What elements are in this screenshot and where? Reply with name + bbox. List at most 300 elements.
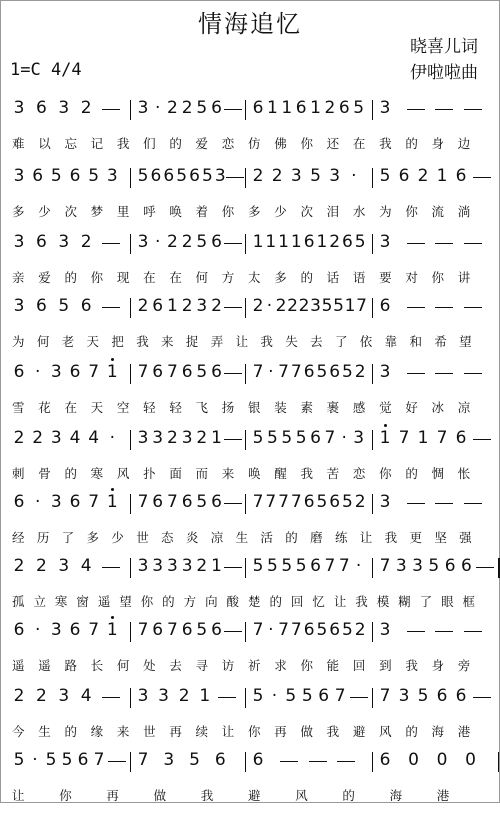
extension-dash xyxy=(476,567,494,568)
bar-line xyxy=(372,622,373,642)
note: 1 xyxy=(436,166,448,186)
extension-dash xyxy=(473,439,491,440)
lyric-char: 扬 xyxy=(221,400,235,415)
lyric-char: 淌 xyxy=(457,204,471,219)
music-system xyxy=(0,556,500,628)
lyric-char: 凉 xyxy=(457,400,471,415)
note: 2 xyxy=(196,428,208,448)
note: 2 xyxy=(324,98,336,118)
note: 3 xyxy=(13,166,25,186)
lyric-char: 模 xyxy=(376,594,390,609)
extension-dash xyxy=(407,503,425,504)
bar-line xyxy=(130,364,131,384)
lyric-char: 了 xyxy=(334,334,348,349)
note: 6 xyxy=(69,362,81,382)
note: 2 xyxy=(167,232,178,252)
lyric-char: 去 xyxy=(310,334,323,349)
note: 5 xyxy=(316,492,328,512)
note: 7 xyxy=(334,686,346,706)
note: 3 xyxy=(379,620,391,640)
lyric-char: 佛 xyxy=(274,136,287,151)
note: 6 xyxy=(13,620,25,640)
lyric-char: 在 xyxy=(169,270,182,285)
note: 1 xyxy=(211,556,222,576)
bar-line xyxy=(130,298,131,318)
note: 6 xyxy=(211,362,222,382)
bar-line xyxy=(245,752,246,772)
note: 2 xyxy=(354,620,366,640)
note: 3 xyxy=(412,556,423,576)
bar-line xyxy=(245,234,246,254)
lyricist-credit: 晓喜儿词 xyxy=(410,37,478,57)
lyric-char: 我 xyxy=(116,136,130,151)
bar-line xyxy=(130,100,131,120)
note: 7 xyxy=(265,492,277,512)
lyric-char: 的 xyxy=(342,788,355,803)
note: 3 xyxy=(13,98,25,118)
note: 5 xyxy=(50,166,62,186)
note: · xyxy=(266,296,273,316)
music-system xyxy=(0,166,500,238)
bar-line xyxy=(130,688,131,708)
lyric-char: 再 xyxy=(106,788,119,803)
note: 7 xyxy=(338,556,350,576)
lyric-char: 今 xyxy=(12,724,25,739)
note: 7 xyxy=(137,750,149,770)
lyric-char: 的 xyxy=(300,270,313,285)
lyric-char: 寒 xyxy=(54,594,68,609)
lyric-char: 苦 xyxy=(326,466,340,481)
extension-dash xyxy=(224,631,242,632)
lyric-char: 炎 xyxy=(185,530,199,545)
extension-dash xyxy=(464,373,482,374)
extension-dash xyxy=(464,307,482,308)
note: 3 xyxy=(58,686,70,706)
note: 5 xyxy=(252,428,264,448)
lyric-char: 我 xyxy=(384,530,398,545)
extension-dash xyxy=(407,109,425,110)
lyric-char: 为 xyxy=(12,334,25,349)
lyric-char: 的 xyxy=(64,724,77,739)
lyric-char: 能 xyxy=(326,658,340,673)
note: 7 xyxy=(88,362,100,382)
lyric-char: 眼 xyxy=(441,594,454,609)
note: 5 xyxy=(379,166,391,186)
note: 2 xyxy=(13,428,25,448)
lyric-char: 的 xyxy=(285,530,298,545)
note: 1 xyxy=(105,362,119,382)
lyric-char: 风 xyxy=(295,788,308,803)
lyric-char: 在 xyxy=(64,400,77,415)
lyric-char: 处 xyxy=(143,658,156,673)
lyric-char: 爱 xyxy=(195,136,209,151)
lyric-char: 面 xyxy=(169,466,182,481)
note: 7 xyxy=(379,686,391,706)
lyric-char: 酸 xyxy=(226,594,240,609)
note: 2 xyxy=(417,166,429,186)
lyric-char: 恋 xyxy=(352,466,366,481)
lyric-char: 世 xyxy=(136,530,149,545)
lyric-char: 冰 xyxy=(431,400,445,415)
lyric-char: 老 xyxy=(61,334,75,349)
note: 2 xyxy=(137,296,149,316)
note: 1 xyxy=(310,98,321,118)
lyric-char: 天 xyxy=(90,400,104,415)
bar-line xyxy=(245,298,246,318)
lyric-char: 忘 xyxy=(64,136,77,151)
lyric-char: 让 xyxy=(221,724,235,739)
bar-line xyxy=(130,168,131,188)
lyric-char: 的 xyxy=(405,724,418,739)
note: 6 xyxy=(295,98,307,118)
note: 5 xyxy=(342,362,353,382)
lyric-char: 我 xyxy=(136,334,149,349)
lyric-char: 唤 xyxy=(248,466,261,481)
note: 2 xyxy=(181,98,193,118)
bar-line xyxy=(130,622,131,642)
note: 5 xyxy=(201,166,213,186)
lyric-char: 方 xyxy=(183,594,197,609)
note: 3 xyxy=(398,686,410,706)
note: 5 xyxy=(428,556,440,576)
music-system xyxy=(0,492,500,564)
note: 2 xyxy=(13,556,25,576)
note: 3 xyxy=(50,362,62,382)
lyric-char: 记 xyxy=(90,136,104,151)
music-system xyxy=(0,296,500,368)
lyric-char: 路 xyxy=(64,658,77,673)
note: 4 xyxy=(69,428,81,448)
note: 6 xyxy=(342,232,353,252)
note: 2 xyxy=(354,492,366,512)
extension-dash xyxy=(224,243,242,244)
note: 5 xyxy=(88,166,100,186)
note: 5 xyxy=(316,620,328,640)
note: 1 xyxy=(105,492,119,512)
lyric-char: 爱 xyxy=(38,270,51,285)
note: 7 xyxy=(290,492,302,512)
lyric-char: 少 xyxy=(274,204,287,219)
note: 1 xyxy=(199,686,211,706)
lyric-char: 轻 xyxy=(169,400,182,415)
extension-dash xyxy=(224,439,242,440)
note: 3 xyxy=(58,232,70,252)
lyric-char: 梦 xyxy=(90,204,104,219)
music-system xyxy=(0,362,500,434)
note: 7 xyxy=(324,428,336,448)
lyric-char: 你 xyxy=(300,658,313,673)
note: · xyxy=(351,166,357,186)
lyric-char: 糊 xyxy=(398,594,411,609)
bar-line xyxy=(130,558,131,578)
note: 3 xyxy=(50,428,62,448)
lyric-char: 再 xyxy=(169,724,182,739)
note: 0 xyxy=(408,750,419,770)
note: · xyxy=(355,556,362,576)
note: · xyxy=(268,362,274,382)
note: 6 xyxy=(13,492,25,512)
note: 6 xyxy=(189,166,200,186)
lyric-char: 语 xyxy=(352,270,366,285)
note: 2 xyxy=(80,232,92,252)
lyric-char: 你 xyxy=(405,204,418,219)
music-system xyxy=(0,686,500,758)
lyric-char: 来 xyxy=(116,724,130,739)
lyric-char: 捉 xyxy=(185,334,199,349)
lyric-char: 们 xyxy=(143,136,156,151)
lyric-char: 到 xyxy=(379,658,392,673)
note: 1 xyxy=(265,232,277,252)
lyric-char: 我 xyxy=(326,724,340,739)
note: 2 xyxy=(252,296,264,316)
note: 6 xyxy=(77,750,89,770)
lyric-char: 在 xyxy=(352,136,366,151)
lyric-char: 让 xyxy=(12,788,25,803)
note: 5 xyxy=(281,428,293,448)
note: 3 xyxy=(13,296,25,316)
note: 2 xyxy=(35,556,47,576)
note: 3 xyxy=(137,428,149,448)
lyric-char: 怅 xyxy=(457,466,471,481)
lyric-char: 让 xyxy=(359,530,373,545)
lyric-char: 话 xyxy=(326,270,340,285)
lyric-char: 望 xyxy=(459,334,472,349)
note: 1 xyxy=(266,98,278,118)
lyric-char: 来 xyxy=(221,466,235,481)
lyric-char: 坚 xyxy=(434,530,447,545)
lyric-char: 觉 xyxy=(379,400,392,415)
note: 6 xyxy=(152,492,164,512)
note: 7 xyxy=(252,362,264,382)
music-system xyxy=(0,750,500,822)
note: 2 xyxy=(287,296,298,316)
note: 6 xyxy=(181,362,193,382)
note: 3 xyxy=(137,98,149,118)
bar-line xyxy=(130,494,131,514)
note: 0 xyxy=(465,750,476,770)
note: 7 xyxy=(167,620,178,640)
lyric-char: 你 xyxy=(379,466,392,481)
note: 2 xyxy=(181,296,193,316)
note: 6 xyxy=(211,620,222,640)
bar-line xyxy=(245,364,246,384)
note: 1 xyxy=(105,620,119,640)
note: 7 xyxy=(379,556,391,576)
lyric-char: 呼 xyxy=(143,204,156,219)
lyric-char: 我 xyxy=(300,466,313,481)
note: 2 xyxy=(196,556,208,576)
lyric-char: 唤 xyxy=(169,204,182,219)
note: 5 xyxy=(321,296,333,316)
lyric-char: 的 xyxy=(169,136,182,151)
lyric-char: 花 xyxy=(38,400,51,415)
extension-dash xyxy=(435,631,453,632)
lyric-char: 缘 xyxy=(90,724,104,739)
note: 7 xyxy=(252,620,264,640)
bar-line xyxy=(245,622,246,642)
note: 6 xyxy=(398,166,410,186)
note: 7 xyxy=(252,492,264,512)
lyric-char: 我 xyxy=(260,334,273,349)
note: 3 xyxy=(214,166,226,186)
lyric-char: 旁 xyxy=(457,658,471,673)
extension-dash xyxy=(102,697,120,698)
lyric-char: 方 xyxy=(221,270,235,285)
lyric-char: 恋 xyxy=(221,136,235,151)
extension-dash xyxy=(473,697,491,698)
lyric-char: 次 xyxy=(64,204,77,219)
note: 3 xyxy=(137,556,149,576)
note: 5 xyxy=(266,428,278,448)
lyric-char: 避 xyxy=(248,788,261,803)
note: 3 xyxy=(163,750,175,770)
bar-line xyxy=(245,430,246,450)
lyric-char: 遥 xyxy=(38,658,51,673)
extension-dash xyxy=(280,761,298,762)
note: 5 xyxy=(196,98,208,118)
bar-line xyxy=(372,752,373,772)
extension-dash xyxy=(108,761,126,762)
note: 7 xyxy=(167,362,178,382)
note: 5 xyxy=(196,620,208,640)
note: 2 xyxy=(329,232,341,252)
lyric-char: 的 xyxy=(405,466,418,481)
note: 3 xyxy=(329,166,341,186)
note: 2 xyxy=(80,98,92,118)
note: 6 xyxy=(211,232,222,252)
note: 2 xyxy=(13,686,25,706)
extension-dash xyxy=(464,109,482,110)
note: · xyxy=(34,620,41,640)
lyric-char: 海 xyxy=(431,724,445,739)
lyric-char: 框 xyxy=(462,594,476,609)
lyric-char: 你 xyxy=(90,270,104,285)
note: 7 xyxy=(278,492,289,512)
note: 7 xyxy=(324,556,336,576)
lyric-char: 好 xyxy=(405,400,418,415)
lyric-char: 多 xyxy=(274,270,287,285)
note: 6 xyxy=(338,98,350,118)
note: 7 xyxy=(356,296,367,316)
bar-line xyxy=(372,688,373,708)
note: 5 xyxy=(196,232,208,252)
note: · xyxy=(155,98,161,118)
bar-line xyxy=(245,100,246,120)
song-title: 情海追忆 xyxy=(198,10,302,38)
lyric-char: 你 xyxy=(221,204,235,219)
lyric-char: 希 xyxy=(434,334,447,349)
extension-dash xyxy=(407,243,425,244)
lyric-char: 身 xyxy=(431,658,445,673)
note: 2 xyxy=(252,166,264,186)
lyric-char: 寒 xyxy=(90,466,104,481)
note: 4 xyxy=(88,428,100,448)
lyric-char: 寻 xyxy=(195,658,209,673)
lyric-char: 你 xyxy=(431,270,445,285)
note: 6 xyxy=(32,166,44,186)
note: 6 xyxy=(181,492,193,512)
lyric-char: 轻 xyxy=(143,400,156,415)
note: 6 xyxy=(303,620,315,640)
extension-dash xyxy=(350,697,368,698)
lyric-char: 你 xyxy=(59,788,72,803)
lyric-char: 我 xyxy=(355,594,368,609)
note: 6 xyxy=(163,166,175,186)
note: 3 xyxy=(379,362,391,382)
note: 6 xyxy=(303,492,315,512)
note: 6 xyxy=(252,98,264,118)
lyric-char: 我 xyxy=(200,788,214,803)
note: 2 xyxy=(275,296,287,316)
extension-dash xyxy=(407,631,425,632)
lyric-char: 海 xyxy=(389,788,403,803)
note: 3 xyxy=(137,232,149,252)
lyric-char: 历 xyxy=(36,530,50,545)
note: 6 xyxy=(152,620,164,640)
lyric-char: 素 xyxy=(300,400,313,415)
lyric-char: 要 xyxy=(379,270,392,285)
lyric-char: 让 xyxy=(235,334,249,349)
note: 2 xyxy=(354,362,366,382)
note: 6 xyxy=(455,166,467,186)
extension-dash xyxy=(435,109,453,110)
note: 6 xyxy=(80,296,92,316)
note: 3 xyxy=(379,492,391,512)
note: 1 xyxy=(316,232,328,252)
lyric-char: 更 xyxy=(409,530,422,545)
lyric-char: 再 xyxy=(274,724,287,739)
lyric-char: 你 xyxy=(300,136,313,151)
note: 5 xyxy=(176,166,188,186)
extension-dash xyxy=(224,373,242,374)
note: 2 xyxy=(178,686,190,706)
note: 6 xyxy=(69,492,81,512)
lyric-char: 生 xyxy=(38,724,51,739)
note: 3 xyxy=(181,556,193,576)
lyric-char: 来 xyxy=(161,334,174,349)
note: 3 xyxy=(395,556,407,576)
note: 1 xyxy=(378,428,392,448)
composer-credit: 伊啦啦曲 xyxy=(410,63,478,83)
lyric-char: 醒 xyxy=(274,466,287,481)
lyric-char: 做 xyxy=(300,724,313,739)
note: 3 xyxy=(152,556,164,576)
lyric-char: 水 xyxy=(352,204,366,219)
note: 1 xyxy=(417,428,429,448)
note: 5 xyxy=(295,556,307,576)
bar-line xyxy=(372,100,373,120)
lyric-char: 少 xyxy=(111,530,124,545)
extension-dash xyxy=(473,177,491,178)
note: 1 xyxy=(211,428,222,448)
bar-line xyxy=(372,298,373,318)
note: 6 xyxy=(379,296,391,316)
lyric-char: 在 xyxy=(143,270,156,285)
note: 3 xyxy=(106,166,118,186)
note: · xyxy=(341,428,347,448)
note: · xyxy=(34,492,41,512)
note: 6 xyxy=(181,620,193,640)
note: · xyxy=(109,428,116,448)
note: 5 xyxy=(301,686,313,706)
note: 5 xyxy=(333,296,344,316)
lyric-char: 边 xyxy=(457,136,471,151)
note: 3 xyxy=(379,98,391,118)
note: 3 xyxy=(58,98,70,118)
lyric-char: 惆 xyxy=(431,466,445,481)
lyric-char: 遥 xyxy=(97,594,111,609)
lyric-char: 讲 xyxy=(457,270,471,285)
